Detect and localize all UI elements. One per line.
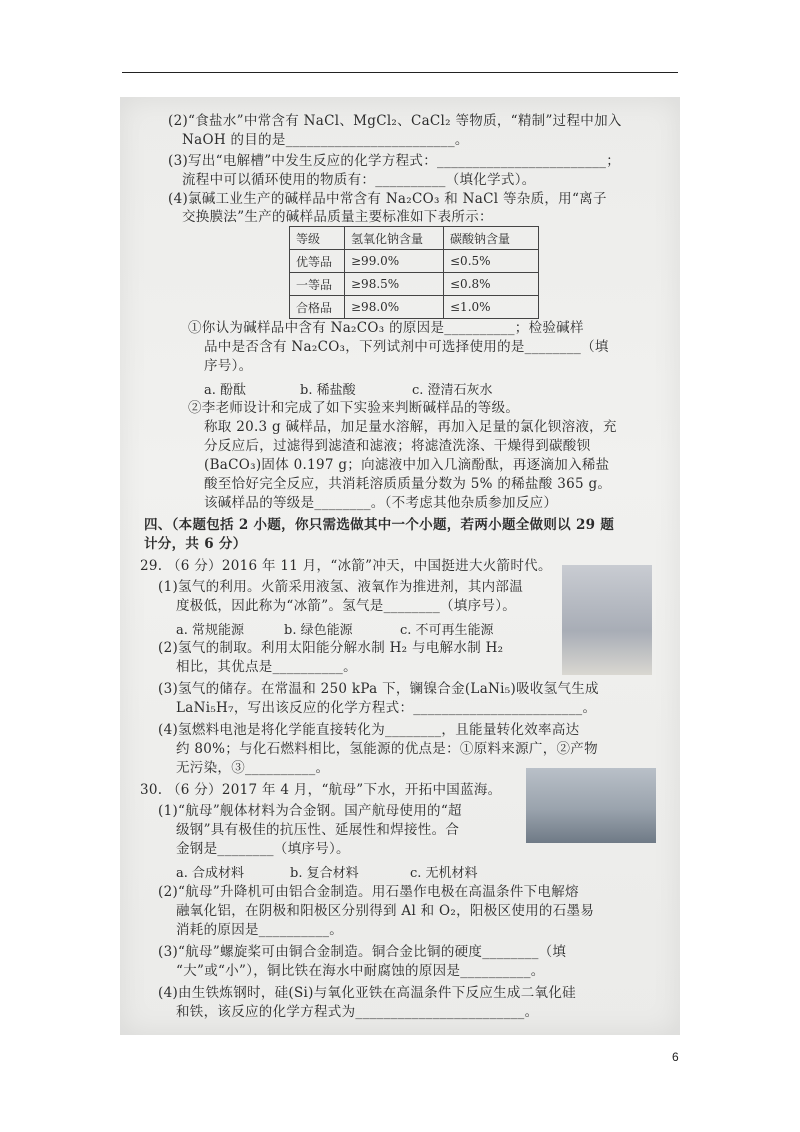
text-line: (2)“食盐水”中常含有 NaCl、MgCl₂、CaCl₂ 等物质，“精制”过程中加入 xyxy=(168,113,622,129)
question-29-title: 29. （6 分）2016 年 11 月，“冰箭”冲天，中国挺进大火箭时代。 xyxy=(140,558,552,574)
text-line: ①你认为碱样品中含有 Na₂CO₃ 的原因是__________；检验碱样 xyxy=(188,320,584,336)
header-rule xyxy=(122,72,678,73)
table-cell: ≥98.5% xyxy=(345,273,444,296)
text-line: 流程中可以循环使用的物质有：__________（填化学式）。 xyxy=(182,172,536,188)
option-b: b. 绿色能源 xyxy=(284,623,353,638)
table-header-cell: 碳酸钠含量 xyxy=(444,227,539,250)
text-line: “大”或“小”），铜比铁在海水中耐腐蚀的原因是__________。 xyxy=(176,963,545,979)
option-b: b. 稀盐酸 xyxy=(300,383,356,398)
text-line: 约 80%；与化石燃料相比，氢能源的优点是：①原料来源广，②产物 xyxy=(176,741,598,757)
text-line: 消耗的原因是__________。 xyxy=(176,922,344,938)
table-cell: ≥99.0% xyxy=(345,250,444,273)
text-line: (2)“航母”升降机可由铝合金制造。用石墨作电极在高温条件下电解熔 xyxy=(158,884,579,900)
text-line: 称取 20.3 g 碱样品，加足量水溶解，再加入足量的氯化钡溶液，充 xyxy=(204,419,617,435)
table-header-cell: 等级 xyxy=(290,227,345,250)
table-row xyxy=(290,296,539,319)
text-line: 度极低，因此称为“冰箭”。氢气是________（填序号）。 xyxy=(176,598,517,614)
table-cell: 优等品 xyxy=(290,250,345,273)
text-line: (1)“航母”舰体材料为合金钢。国产航母使用的“超 xyxy=(158,803,462,819)
table-row xyxy=(290,273,539,296)
text-line: (1)氢气的利用。火箭采用液氢、液氧作为推进剂，其内部温 xyxy=(158,579,524,595)
text-line: 品中是否含有 Na₂CO₃，下列试剂中可选择使用的是________（填 xyxy=(204,339,609,355)
text-line: (3)氢气的储存。在常温和 250 kPa 下，镧镍合金(LaNi₅)吸收氢气生成 xyxy=(158,681,599,697)
table-cell: 合格品 xyxy=(290,296,345,319)
text-line: 相比，其优点是__________。 xyxy=(176,659,357,675)
table-cell: ≥98.0% xyxy=(345,296,444,319)
text-line: ②李老师设计和完成了如下实验来判断碱样品的等级。 xyxy=(188,400,520,416)
question-30-title: 30. （6 分）2017 年 4 月，“航母”下水，开拓中国蓝海。 xyxy=(140,782,502,798)
text-line: LaNi₅H₇，写出该反应的化学方程式：________________________。 xyxy=(176,700,597,716)
table-header-cell: 氢氧化钠含量 xyxy=(345,227,444,250)
text-line: (4)由生铁炼钢时，硅(Si)与氧化亚铁在高温条件下反应生成二氧化硅 xyxy=(158,985,576,1001)
option-a: a. 酚酞 xyxy=(204,383,247,398)
aircraft-carrier-photo xyxy=(526,768,656,843)
option-a: a. 常规能源 xyxy=(176,623,245,638)
text-line: 交换膜法”生产的碱样品质量主要标准如下表所示： xyxy=(182,209,493,225)
text-line: (3)写出“电解槽”中发生反应的化学方程式：________________________； xyxy=(168,153,621,169)
text-line: 融氧化铝，在阴极和阳极区分别得到 Al 和 O₂，阳极区使用的石墨易 xyxy=(176,903,595,919)
text-line: (BaCO₃)固体 0.197 g；向滤液中加入几滴酚酞，再逐滴加入稀盐 xyxy=(204,457,610,473)
option-c: c. 不可再生能源 xyxy=(400,623,494,638)
text-line: 无污染，③__________。 xyxy=(176,760,330,776)
section-heading: 计分，共 6 分） xyxy=(144,536,247,552)
option-c: c. 澄清石灰水 xyxy=(412,383,493,398)
text-line: 金钢是________（填序号）。 xyxy=(176,841,350,857)
table-header-row xyxy=(290,227,539,250)
text-line: (3)“航母”螺旋桨可由铜合金制造。铜合金比铜的硬度________（填 xyxy=(158,944,567,960)
option-a: a. 合成材料 xyxy=(176,866,245,881)
text-line: NaOH 的目的是________________________。 xyxy=(182,132,469,148)
text-line: 酸至恰好完全反应，共消耗溶质质量分数为 5% 的稀盐酸 365 g。 xyxy=(204,476,612,492)
table-cell: 一等品 xyxy=(290,273,345,296)
table-cell: ≤1.0% xyxy=(444,296,539,319)
option-c: c. 无机材料 xyxy=(410,866,478,881)
table-cell: ≤0.8% xyxy=(444,273,539,296)
text-line: (4)氢燃料电池是将化学能直接转化为________，且能量转化效率高达 xyxy=(158,722,580,738)
text-line: 该碱样品的等级是________。（不考虑其他杂质参加反应） xyxy=(204,495,558,511)
exam-page-photo xyxy=(120,97,680,1035)
text-line: 分反应后，过滤得到滤渣和滤液；将滤渣洗涤、干燥得到碳酸钡 xyxy=(204,438,591,454)
table-cell: ≤0.5% xyxy=(444,250,539,273)
text-line: 级钢”具有极佳的抗压性、延展性和焊接性。合 xyxy=(176,822,460,838)
page-number: 6 xyxy=(672,1050,679,1064)
rocket-photo xyxy=(562,565,652,675)
option-b: b. 复合材料 xyxy=(290,866,359,881)
text-line: 和铁，该反应的化学方程式为________________________。 xyxy=(176,1004,539,1020)
section-heading: 四、（本题包括 2 小题，你只需选做其中一个小题，若两小题全做则以 29 题 xyxy=(144,517,615,533)
text-line: (4)氯碱工业生产的碱样品中常含有 Na₂CO₃ 和 NaCl 等杂质，用“离子 xyxy=(168,191,607,207)
grade-standard-table xyxy=(289,226,539,319)
table-row xyxy=(290,250,539,273)
text-line: 序号）。 xyxy=(204,358,253,374)
text-line: (2)氢气的制取。利用太阳能分解水制 H₂ 与电解水制 H₂ xyxy=(158,640,504,656)
